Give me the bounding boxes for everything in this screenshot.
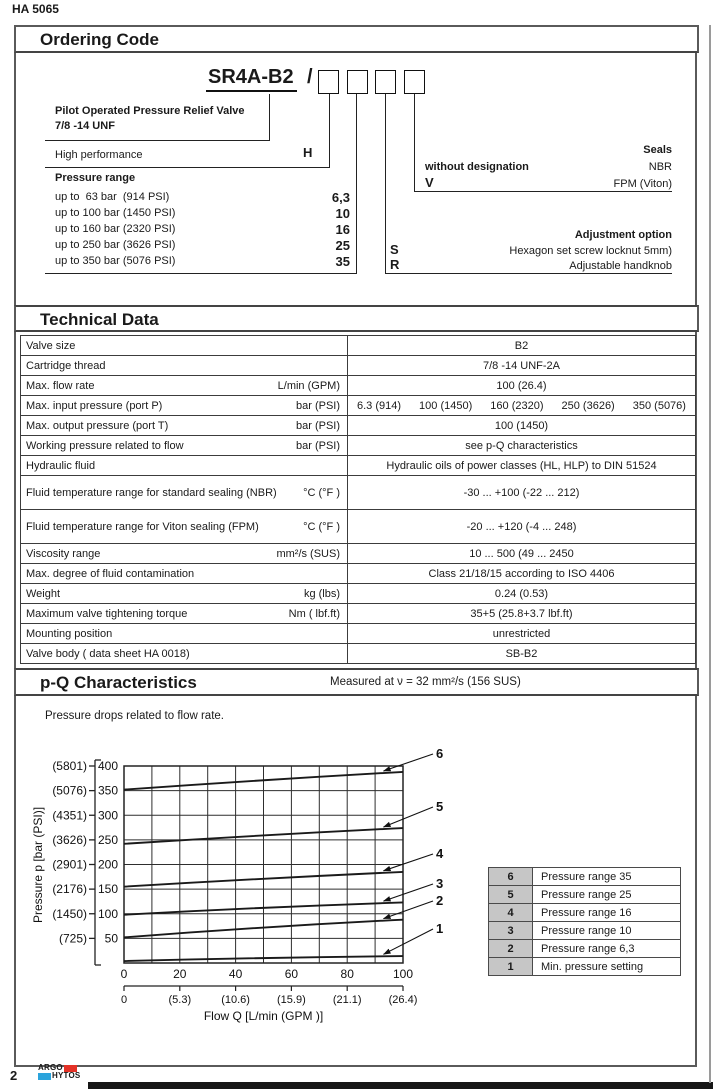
svg-text:20: 20: [173, 967, 187, 981]
svg-text:200: 200: [97, 857, 118, 872]
svg-text:(2901): (2901): [52, 857, 87, 872]
svg-text:400: 400: [97, 759, 118, 773]
curve-arrow-6: [383, 754, 433, 771]
high-performance-code: H: [303, 145, 313, 160]
logo-blue-mark-icon: [38, 1073, 51, 1080]
svg-text:150: 150: [97, 882, 118, 897]
svg-text:0: 0: [120, 967, 128, 981]
curve-label-6: 6: [436, 746, 444, 761]
curve-arrow-4: [383, 854, 433, 871]
adjustment-code: R: [390, 257, 400, 272]
high-performance-label: High performance: [55, 149, 143, 161]
table-row: Max. input pressure (port P) bar (PSI) 6.3 (914) 100 (1450) 160 (2320) 250 (3626) 350 (5076): [21, 396, 696, 416]
curve-arrow-1: [383, 929, 433, 954]
adjustment-label: Adjustable handknob: [569, 260, 672, 272]
ordering-code-header: [14, 25, 699, 53]
adjustment-code: S: [390, 242, 399, 257]
svg-text:(26.4): (26.4): [388, 994, 418, 1006]
svg-text:(4351): (4351): [52, 808, 87, 823]
svg-text:(15.9): (15.9): [277, 994, 306, 1006]
pressure-range-row: up to 100 bar (1450 PSI) 10: [55, 206, 350, 221]
curve-label-1: 1: [436, 921, 444, 936]
ordering-code-box-3: [375, 70, 396, 94]
x-tick-labels: [121, 967, 414, 981]
model-code: SR4A-B2: [206, 66, 297, 92]
product-name: Pilot Operated Pressure Relief Valve 7/8 -14 UNF: [55, 105, 245, 132]
table-row: Fluid temperature range for Viton sealing (FPM) °C (°F ) -20 ... +120 (-4 ... 248): [21, 510, 696, 544]
svg-text:40: 40: [228, 967, 243, 981]
table-row: Valve body ( data sheet HA 0018) SB-B2: [21, 644, 696, 664]
curve-arrow-5: [383, 807, 433, 827]
ordering-code-box-2: [347, 70, 368, 94]
adjustment-label: Hexagon set screw locknut 5mm): [509, 245, 672, 257]
y-tick-labels: [52, 759, 118, 945]
svg-text:100: 100: [392, 967, 414, 981]
svg-text:(5801): (5801): [52, 759, 87, 773]
table-row: Cartridge thread 7/8 -14 UNF-2A: [21, 356, 696, 376]
curve-arrow-3: [383, 884, 433, 901]
svg-text:(21.1): (21.1): [332, 994, 362, 1006]
seal-code: V: [425, 175, 434, 190]
y-axis-title: Pressure p [bar (PSI)]: [31, 806, 45, 924]
logo-text-argo: ARGO: [38, 1063, 63, 1072]
table-row: Maximum valve tightening torque Nm ( lbf.ft) 35+5 (25.8+3.7 lbf.ft): [21, 604, 696, 624]
ordering-code-box-4: [404, 70, 425, 94]
svg-text:(10.6): (10.6): [221, 994, 250, 1006]
legend-row: 5 Pressure range 25: [489, 886, 681, 904]
model-code-separator: /: [307, 66, 313, 88]
legend-row: 1 Min. pressure setting: [489, 958, 681, 976]
curve-label-2: 2: [436, 893, 444, 908]
pressure-range-row: up to 250 bar (3626 PSI) 25: [55, 238, 350, 253]
seal-label: FPM (Viton): [613, 178, 672, 190]
svg-text:50: 50: [104, 931, 118, 946]
table-row: Max. output pressure (port T) bar (PSI) 100 (1450): [21, 416, 696, 436]
svg-text:(5076): (5076): [52, 783, 87, 798]
legend-row: 6 Pressure range 35: [489, 868, 681, 886]
table-row: Fluid temperature range for standard sealing (NBR) °C (°F ) -30 ... +100 (-22 ... 212): [21, 476, 696, 510]
svg-text:0: 0: [120, 994, 128, 1006]
pressure-range-row: up to 350 bar (5076 PSI) 35: [55, 254, 350, 269]
svg-text:300: 300: [97, 808, 118, 823]
svg-text:60: 60: [284, 967, 299, 981]
chart-legend: [488, 867, 681, 976]
footer-bar: [88, 1082, 713, 1089]
pressure-range-title: Pressure range: [55, 172, 136, 184]
svg-text:(3626): (3626): [52, 832, 87, 847]
page-edge-line: [709, 25, 711, 1083]
adjustment-title: Adjustment option: [574, 229, 672, 241]
seal-code: without designation: [425, 161, 529, 173]
curve-label-5: 5: [436, 799, 444, 814]
page-number: 2: [10, 1068, 18, 1083]
table-row: Viscosity range mm²/s (SUS) 10 ... 500 (49 ... 2450: [21, 544, 696, 564]
section-title: Ordering Code: [40, 30, 160, 49]
svg-text:(2176): (2176): [52, 882, 87, 897]
technical-data-header: [14, 305, 699, 332]
svg-text:(5.3): (5.3): [168, 994, 192, 1006]
table-row: Valve size B2: [21, 336, 696, 356]
curve-label-3: 3: [436, 876, 444, 891]
measured-at-note: Measured at ν = 32 mm²/s (156 SUS): [330, 676, 521, 688]
x-axis-title: Flow Q [L/min (GPM )]: [203, 1009, 324, 1023]
seals-title: Seals: [643, 144, 672, 156]
svg-text:(1450): (1450): [52, 906, 87, 921]
svg-text:80: 80: [340, 967, 354, 981]
table-row: Max. flow rate L/min (GPM) 100 (26.4): [21, 376, 696, 396]
svg-text:350: 350: [97, 783, 118, 798]
legend-row: 3 Pressure range 10: [489, 922, 681, 940]
table-row: Hydraulic fluid Hydraulic oils of power classes (HL, HLP) to DIN 51524: [21, 456, 696, 476]
x-axis-gpm: [124, 986, 403, 991]
chart-caption: Pressure drops related to flow rate.: [45, 710, 224, 722]
section-title: p-Q Characteristics: [40, 673, 197, 692]
legend-row: 2 Pressure range 6,3: [489, 940, 681, 958]
table-row: Max. degree of fluid contamination Class 21/18/15 according to ISO 4406: [21, 564, 696, 584]
table-row: Working pressure related to flow bar (PSI) see p-Q characteristics: [21, 436, 696, 456]
pq-chart: [30, 738, 460, 1028]
table-row: Mounting position unrestricted: [21, 624, 696, 644]
logo-text-hytos: HYTOS: [52, 1071, 81, 1080]
legend-row: 4 Pressure range 16: [489, 904, 681, 922]
pressure-range-row: up to 160 bar (2320 PSI) 16: [55, 222, 350, 237]
curve-label-4: 4: [436, 846, 444, 861]
table-row: Weight kg (lbs) 0.24 (0.53): [21, 584, 696, 604]
svg-text:(725): (725): [58, 931, 87, 946]
section-title: Technical Data: [40, 310, 159, 329]
seal-label: NBR: [648, 161, 672, 173]
svg-text:250: 250: [97, 832, 118, 847]
svg-text:100: 100: [97, 906, 118, 921]
gpm-tick-labels: [121, 994, 417, 1006]
doc-number: HA 5065: [12, 2, 59, 16]
pressure-range-row: up to 63 bar (914 PSI) 6,3: [55, 190, 350, 205]
argo-hytos-logo: [38, 1064, 80, 1080]
technical-data-table: [20, 335, 696, 664]
ordering-code-box-1: [318, 70, 339, 94]
